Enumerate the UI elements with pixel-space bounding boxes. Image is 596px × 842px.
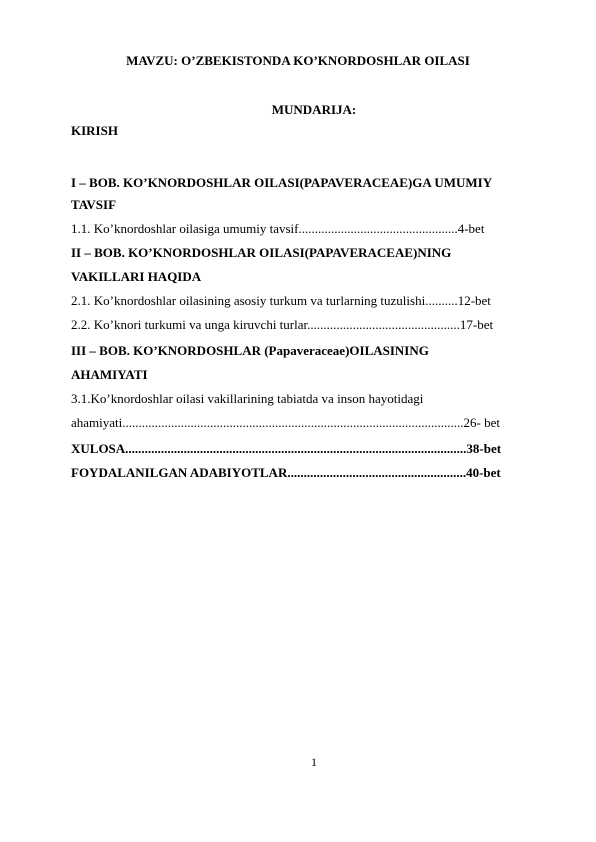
toc-chapter-3-line-1: III – BOB. KO’KNORDOSHLAR (Papaveraceae)OILASINING (71, 343, 429, 358)
toc-section-3-1-line-2: ahamiyati.........................................................................................................26- bet (71, 415, 500, 430)
toc-chapter-3-line-2: AHAMIYATI (71, 367, 148, 382)
toc-section-2-2: 2.2. Ko’knori turkumi va unga kiruvchi turlar...............................................17-bet (71, 317, 494, 332)
page-number: 1 (311, 755, 317, 769)
toc-references: FOYDALANILGAN ADABIYOTLAR.......................................................40-bet (71, 465, 501, 480)
toc-chapter-1-line-1: I – BOB. KO’KNORDOSHLAR OILASI(PAPAVERACEAE)GA UMUMIY (71, 175, 493, 190)
toc-conclusion: XULOSA.........................................................................................................38-bet (71, 441, 502, 456)
toc-intro: KIRISH (71, 123, 118, 138)
toc-chapter-2-line-1: II – BOB. KO’KNORDOSHLAR OILASI(PAPAVERACEAE)NING (71, 245, 452, 260)
toc-section-1-1: 1.1. Ko’knordoshlar oilasiga umumiy tavsif.................................................4-bet (71, 221, 485, 236)
toc-chapter-1-line-2: TAVSIF (71, 197, 117, 212)
toc-section-3-1-line-1: 3.1.Ko’knordoshlar oilasi vakillarining tabiatda va inson hayotidagi (71, 391, 424, 406)
toc-section-2-1: 2.1. Ko’knordoshlar oilasining asosiy turkum va turlarning tuzulishi..........12-bet (71, 293, 491, 308)
document-title: MAVZU: O’ZBEKISTONDA KO’KNORDOSHLAR OILASI (126, 53, 470, 68)
contents-heading: MUNDARIJA: (271, 102, 357, 117)
toc-chapter-2-line-2: VAKILLARI HAQIDA (71, 269, 202, 284)
